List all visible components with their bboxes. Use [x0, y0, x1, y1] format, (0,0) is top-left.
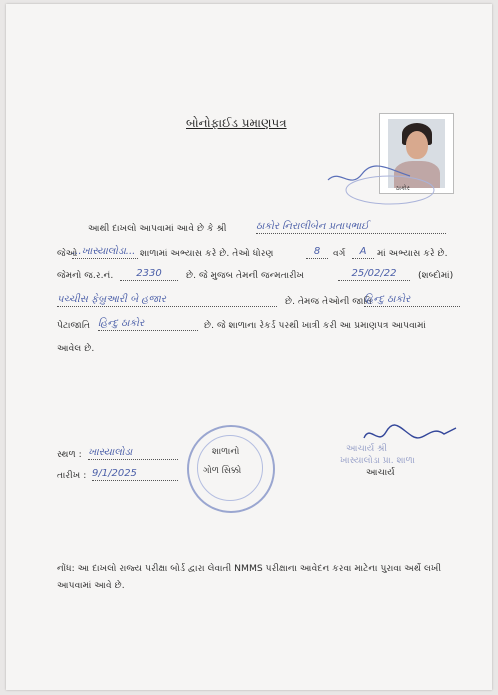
line4-mid: છે. તેમજ તેઓની જાતિ: [285, 296, 372, 307]
class-value: A: [352, 246, 374, 259]
intro-text: આથી દાખલો આપવામાં આવે છે કે શ્રી: [88, 223, 227, 234]
certificate-title: બોનોફાઈડ પ્રમાણપત્ર: [186, 116, 287, 130]
line3-prefix: જેમનો જ.ર.નં.: [57, 270, 114, 281]
dob-words: પચ્ચીસ ફેબ્રુઆરી બે હજાર: [57, 294, 277, 307]
line6-text: આવેલ છે.: [57, 343, 95, 354]
line5-prefix: પેટાજાતિ: [57, 320, 91, 331]
photo-signature-stamp: [320, 160, 440, 210]
subcaste-value: હિન્દુ ઠાકોર: [98, 318, 198, 331]
place-label: સ્થળ :: [57, 449, 82, 460]
principal-stamp-line2: ખાસ્યાલોડા પ્રા. શાળા: [340, 456, 415, 466]
photo-face: [406, 131, 428, 159]
gr-number: 2330: [120, 268, 178, 281]
school-name: ...ખાસ્યાલોડા...: [72, 246, 138, 259]
dob-value: 25/02/22: [338, 268, 410, 281]
date-value: 9/1/2025: [92, 468, 178, 481]
line5-end: છે. જે શાળાના રેકર્ડ પરથી ખાત્રી કરી આ પ્રમાણપત્ર આપવામાં: [204, 320, 426, 331]
std-value: 8: [306, 246, 328, 259]
student-name: ઠાકોર નિરાલીબેન પ્રતાપભાઈ: [256, 221, 446, 234]
photo-caption: ઠાકોર: [396, 185, 410, 192]
note-line2: આપવામાં આવે છે.: [57, 580, 125, 591]
line3-end: (શબ્દોમાં): [418, 270, 454, 281]
principal-stamp-line1: આચાર્ય શ્રી: [346, 444, 387, 454]
seal-line2: ગોળ સિક્કો: [203, 466, 242, 476]
note-line1: નોંધ: આ દાખલો રાજ્ય પરીક્ષા બોર્ડ દ્વારા લેવાતી NMMS પરીક્ષાના આવેદન કરવા માટેના પુરાવા અર્થે લખી: [57, 563, 442, 574]
line2-mid: શાળામાં અભ્યાસ કરે છે. તેઓ ધોરણ: [140, 248, 274, 259]
line3-mid: છે. જે મુજબ તેમની જન્મતારીખ: [186, 270, 305, 281]
date-label: તારીખ :: [57, 470, 87, 481]
line2-end: માં અભ્યાસ કરે છે.: [377, 248, 448, 259]
place-value: ખાસ્યાલોડા: [88, 447, 178, 460]
line2-prefix: જેઓ: [57, 248, 78, 259]
seal-line1: શાળાનો: [212, 447, 240, 457]
principal-label: આચાર્ય: [366, 467, 395, 478]
line2-class-label: વર્ગ: [333, 248, 346, 259]
caste-value: હિન્દુ ઠાકોર: [364, 294, 460, 307]
